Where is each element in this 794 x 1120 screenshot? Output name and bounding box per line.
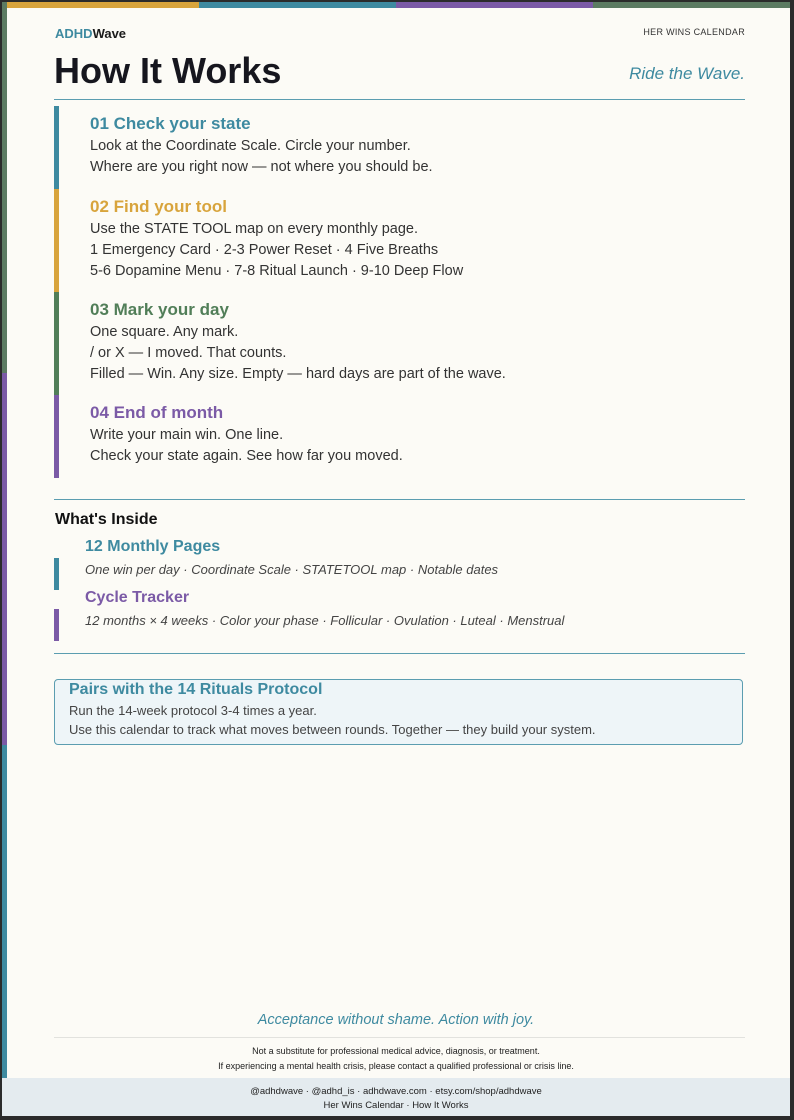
motto: Acceptance without shame. Action with joy. xyxy=(257,1012,535,1028)
step-2 xyxy=(54,189,745,292)
step-line: 1 Emergency Card · 2-3 Power Reset · 4 Five Breaths xyxy=(90,242,439,258)
section-divider xyxy=(54,499,745,500)
inside-item-cycle-tracker xyxy=(54,587,745,641)
brand-logo: ADHDWave xyxy=(55,26,127,41)
document-label: HER WINS CALENDAR xyxy=(643,27,745,37)
step-3 xyxy=(54,292,745,395)
step-title: 03 Mark your day xyxy=(90,300,229,319)
inside-item-monthly-pages xyxy=(54,536,745,590)
step-line: Look at the Coordinate Scale. Circle your number. xyxy=(90,138,411,154)
inside-item-title: 12 Monthly Pages xyxy=(85,538,221,555)
step-title: 01 Check your state xyxy=(90,114,251,133)
header-divider xyxy=(54,99,745,100)
side-color-bar xyxy=(2,2,7,1116)
pairs-line: Run the 14-week protocol 3-4 times a year. xyxy=(69,703,317,718)
step-line: One square. Any mark. xyxy=(90,324,239,340)
step-line: 5-6 Dopamine Menu · 7-8 Ritual Launch · 9-10 Deep Flow xyxy=(90,263,464,279)
step-line: Where are you right now — not where you should be. xyxy=(90,159,433,175)
footer-divider xyxy=(54,1037,745,1038)
footer xyxy=(2,1078,790,1116)
step-line: Write your main win. One line. xyxy=(90,427,284,443)
step-line: Filled — Win. Any size. Empty — hard days are part of the wave. xyxy=(90,366,506,382)
step-line: Use the STATE TOOL map on every monthly page. xyxy=(90,221,419,237)
whats-inside-heading: What's Inside xyxy=(55,511,158,528)
inside-item-desc: One win per day · Coordinate Scale · STATETOOL map · Notable dates xyxy=(54,558,745,590)
step-line: / or X — I moved. That counts. xyxy=(90,345,287,361)
footer-links: @adhdwave · @adhd_is · adhdwave.com · etsy.com/shop/adhdwave xyxy=(250,1086,542,1097)
disclaimer: If experiencing a mental health crisis, please contact a qualified professional or crisis line. xyxy=(218,1061,574,1071)
inside-item-title: Cycle Tracker xyxy=(85,589,190,606)
page xyxy=(2,2,790,1116)
pairs-line: Use this calendar to track what moves between rounds. Together — they build your system. xyxy=(69,722,596,737)
step-title: 04 End of month xyxy=(90,403,224,422)
steps-list xyxy=(54,106,745,478)
step-1 xyxy=(54,106,745,189)
inside-item-desc: 12 months × 4 weeks · Color your phase · Follicular · Ovulation · Luteal · Menstrual xyxy=(54,609,745,641)
tagline: Ride the Wave. xyxy=(629,64,745,83)
step-4 xyxy=(54,395,745,478)
step-title: 02 Find your tool xyxy=(90,197,227,216)
section-divider xyxy=(54,653,745,654)
footer-caption: Her Wins Calendar · How It Works xyxy=(323,1100,469,1111)
page-title: How It Works xyxy=(54,50,282,91)
disclaimer: Not a substitute for professional medical advice, diagnosis, or treatment. xyxy=(252,1046,540,1056)
step-line: Check your state again. See how far you moved. xyxy=(90,448,403,464)
pairs-with-box xyxy=(54,679,743,745)
pairs-title: Pairs with the 14 Rituals Protocol xyxy=(69,681,323,698)
top-color-bar xyxy=(2,2,790,8)
